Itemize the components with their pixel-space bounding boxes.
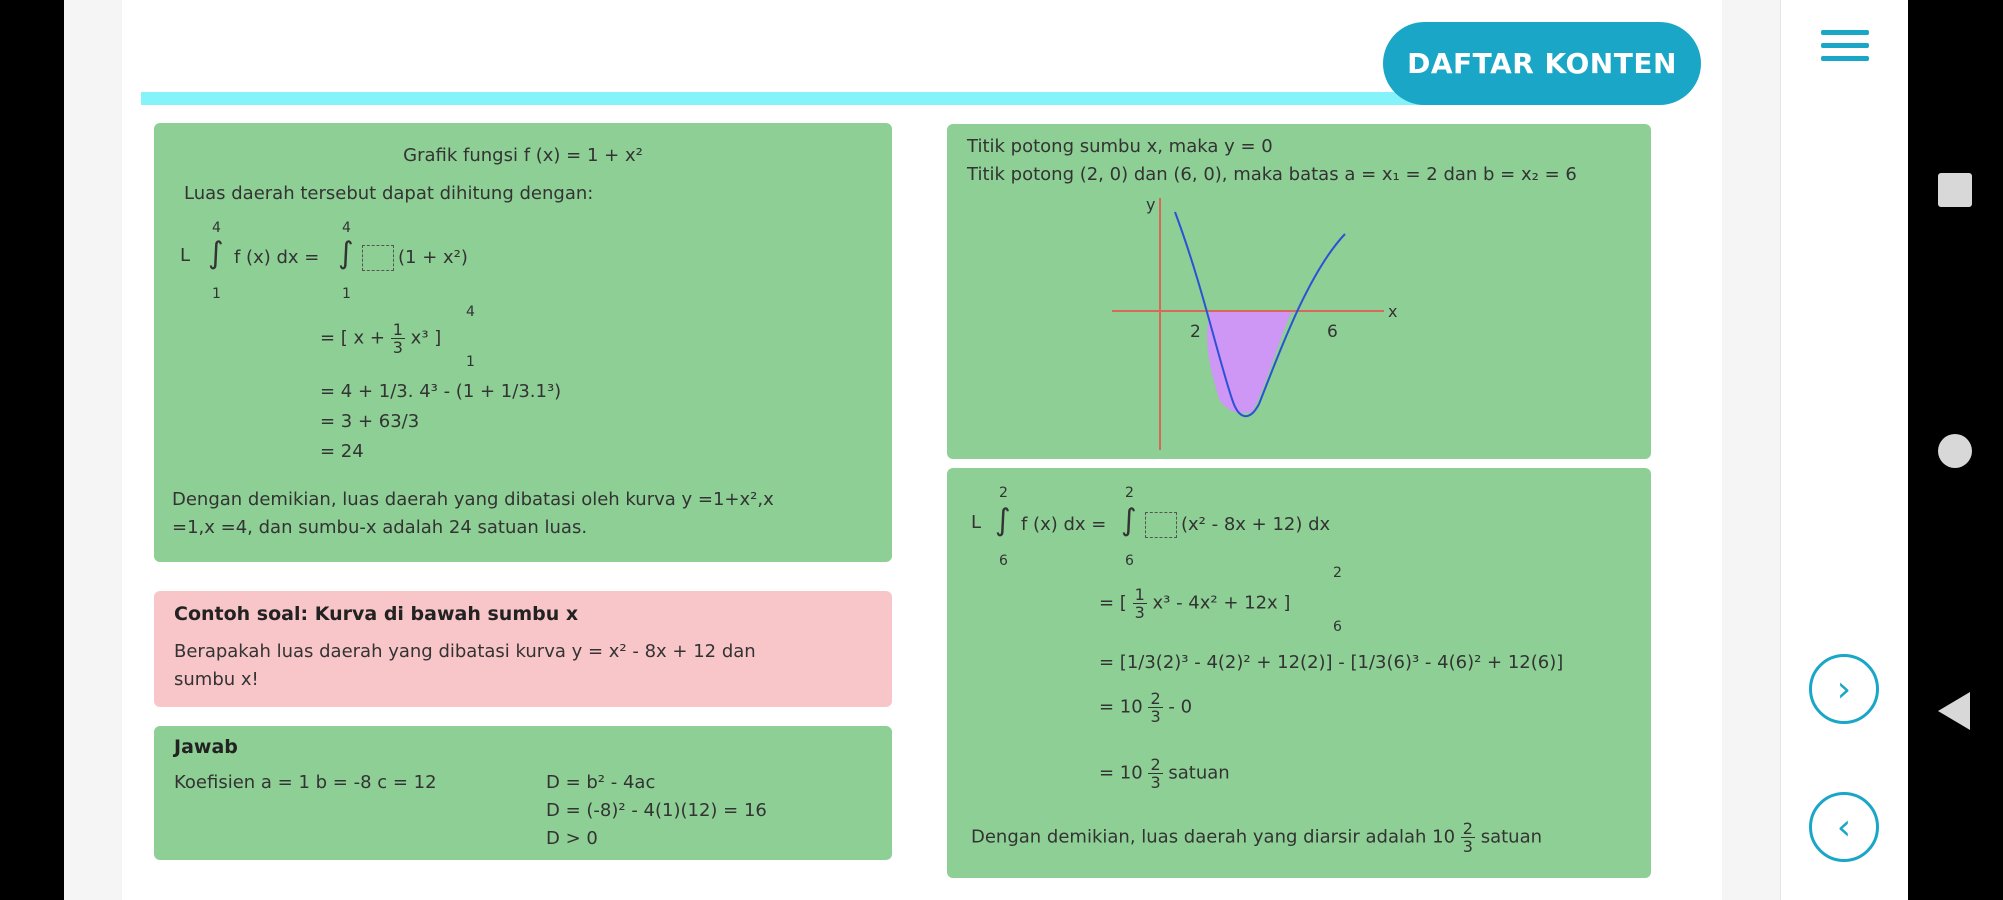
- eval-lhs: = [ x +: [320, 327, 386, 349]
- lower-limit: 6: [1125, 553, 1134, 569]
- x-axis-label: x: [1388, 302, 1398, 321]
- step-value: = 10: [1099, 696, 1143, 718]
- graph-card: [947, 124, 1651, 459]
- lower-limit: 1: [212, 286, 221, 302]
- eval-lower: 1: [466, 354, 475, 370]
- conclusion-unit: satuan: [1480, 826, 1543, 848]
- question-card: [154, 591, 892, 707]
- step-value: - 0: [1168, 696, 1193, 718]
- eval-terms: x³ - 4x² + 12x: [1152, 592, 1278, 614]
- upper-limit: 2: [1125, 485, 1134, 501]
- triangle-back-icon[interactable]: [1938, 692, 1970, 730]
- lower-limit: 6: [999, 553, 1008, 569]
- right-sidebar: [1780, 0, 1908, 900]
- lower-limit: 1: [342, 286, 351, 302]
- tick-label-6: 6: [1327, 322, 1338, 342]
- question-text: sumbu x!: [174, 669, 259, 690]
- chevron-right-icon[interactable]: ›: [1809, 654, 1879, 724]
- eval-lower: 6: [1333, 619, 1342, 635]
- step-line: = 4 + 1/3. 4³ - (1 + 1/3.1³): [320, 381, 562, 402]
- integrand-expr: (x² - 8x + 12) dx: [1181, 514, 1331, 535]
- answer-title: Jawab: [174, 736, 238, 758]
- integrand-expr: (1 + x²): [398, 247, 468, 268]
- parabola-graph: [947, 124, 1651, 459]
- step-unit: satuan: [1168, 762, 1230, 784]
- discriminant-line: D = b² - 4ac: [546, 772, 656, 793]
- square-icon[interactable]: [1938, 173, 1972, 207]
- upper-limit: 4: [342, 220, 351, 236]
- integrand: [358, 245, 468, 271]
- area-symbol: L: [971, 512, 982, 533]
- intersection-text: Titik potong sumbu x, maka y = 0: [967, 136, 1273, 157]
- evaluation-line: = [ $\frac{1}{3}$ x³ - 4x² + 12x ]: [1099, 585, 1291, 622]
- integral-sign: ∫: [1121, 503, 1137, 538]
- conclusion-text: [971, 820, 1542, 855]
- placeholder-box: [1145, 512, 1177, 538]
- daftar-konten-button[interactable]: DAFTAR KONTEN: [1383, 22, 1701, 105]
- tick-label-2: 2: [1190, 322, 1201, 342]
- integral-f: f (x) dx =: [234, 247, 320, 268]
- calculation-card: [947, 468, 1651, 878]
- integral-f: f (x) dx =: [1021, 514, 1107, 535]
- eval-upper: 2: [1333, 565, 1342, 581]
- fraction: $\frac{2}{3}$: [1462, 819, 1473, 856]
- step-line: = [1/3(2)³ - 4(2)² + 12(2)] - [1/3(6)³ - 4(6)² + 12(6)]: [1099, 652, 1564, 673]
- conclusion-text: Dengan demikian, luas daerah yang dibatasi oleh kurva y =1+x²,x: [172, 489, 774, 510]
- graph-function-title: Grafik fungsi f (x) = 1 + x²: [403, 145, 643, 166]
- circle-icon[interactable]: [1938, 434, 1972, 468]
- upper-limit: 2: [999, 485, 1008, 501]
- eval-x3: x³: [410, 327, 429, 349]
- area-symbol: L: [180, 245, 191, 266]
- step-line: = 24: [320, 441, 364, 462]
- conclusion-text: =1,x =4, dan sumbu-x adalah 24 satuan luas.: [172, 517, 588, 538]
- step-line: [1099, 756, 1230, 791]
- step-value: = 10: [1099, 762, 1143, 784]
- example-area-card: [154, 123, 892, 562]
- step-line: [1099, 690, 1192, 725]
- evaluation-line: = [ x + $\frac{1}{3}$ x³ ]: [320, 320, 442, 357]
- fraction: $\frac{2}{3}$: [1150, 689, 1161, 726]
- question-text: Berapakah luas daerah yang dibatasi kurva y = x² - 8x + 12 dan: [174, 641, 756, 662]
- eval-upper: 4: [466, 304, 475, 320]
- fraction: $\frac{2}{3}$: [1150, 755, 1161, 792]
- integral-sign: ∫: [995, 503, 1011, 538]
- integral-sign: ∫: [338, 236, 354, 271]
- chevron-left-icon[interactable]: ‹: [1809, 792, 1879, 862]
- intro-text: Luas daerah tersebut dapat dihitung dengan:: [184, 183, 594, 204]
- answer-card: [154, 726, 892, 860]
- placeholder-box: [362, 245, 394, 271]
- discriminant-line: D > 0: [546, 828, 598, 849]
- discriminant-line: D = (-8)² - 4(1)(12) = 16: [546, 800, 767, 821]
- y-axis-label: y: [1146, 195, 1156, 214]
- coefficients: Koefisien a = 1 b = -8 c = 12: [174, 772, 437, 793]
- upper-limit: 4: [212, 220, 221, 236]
- question-title: Contoh soal: Kurva di bawah sumbu x: [174, 603, 579, 625]
- menu-icon[interactable]: [1821, 22, 1869, 69]
- fraction: $\frac{1}{3}$: [392, 320, 403, 357]
- integrand: [1141, 512, 1330, 538]
- intersection-text: Titik potong (2, 0) dan (6, 0), maka batas a = x₁ = 2 dan b = x₂ = 6: [967, 164, 1577, 185]
- step-line: = 3 + 63/3: [320, 411, 420, 432]
- conclusion-lead: Dengan demikian, luas daerah yang diarsir adalah 10: [971, 826, 1456, 848]
- shaded-area: [1207, 311, 1292, 413]
- integral-sign: ∫: [208, 236, 224, 271]
- fraction: $\frac{1}{3}$: [1134, 585, 1145, 622]
- header-divider: [141, 92, 1441, 105]
- eval-lhs: = [: [1099, 592, 1127, 614]
